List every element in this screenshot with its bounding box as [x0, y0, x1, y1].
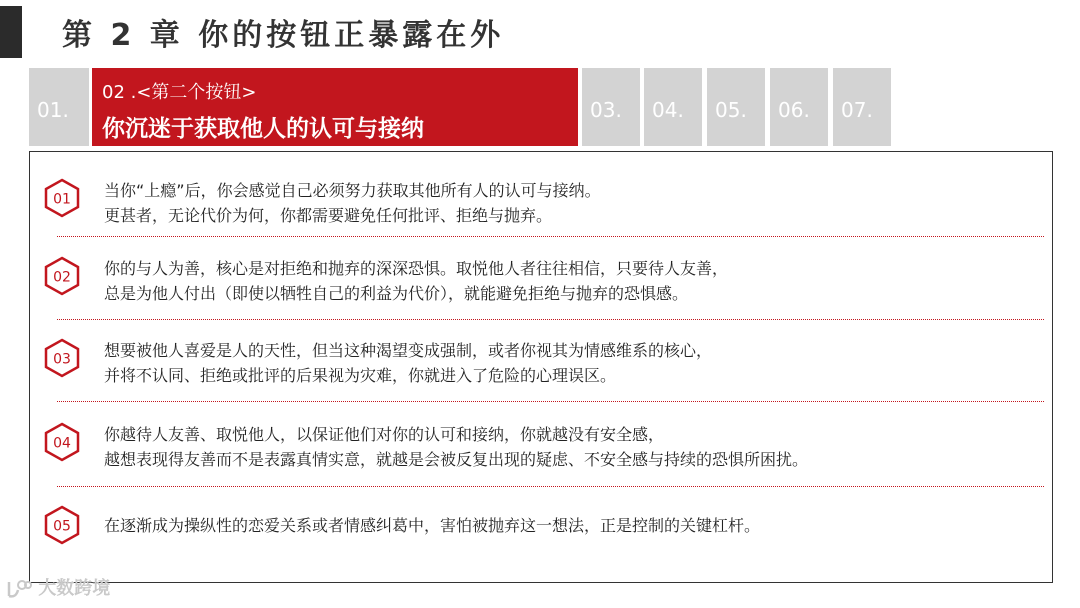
tab-label: 07.	[841, 98, 873, 122]
watermark-text: 大数跨境	[38, 578, 111, 599]
item-line: 越想表现得友善而不是表露真情实意，就越是会被反复出现的疑虑、不安全感与持续的恐惧所困扰。	[104, 450, 809, 469]
item-line: 并将不认同、拒绝或批评的后果视为灾难，你就进入了危险的心理误区。	[104, 366, 617, 385]
item-line: 你越待人友善、取悦他人，以保证他们对你的认可和接纳，你就越没有安全感，	[104, 425, 665, 444]
tab-06[interactable]	[770, 68, 828, 146]
content-panel	[29, 151, 1053, 583]
hexagon-number-icon	[42, 178, 82, 218]
tab-label: 06.	[778, 98, 810, 122]
tab-03[interactable]	[582, 68, 640, 146]
item-text	[104, 256, 728, 306]
tab-07[interactable]	[833, 68, 891, 146]
dotted-divider	[57, 401, 1044, 402]
item-line: 想要被他人喜爱是人的天性，但当这种渴望变成强制，或者你视其为情感维系的核心，	[104, 341, 713, 360]
hexagon-number-icon	[42, 256, 82, 296]
tab-01[interactable]	[29, 68, 89, 146]
tab-title: 你沉迷于获取他人的认可与接纳	[102, 116, 424, 142]
item-line: 总是为他人付出（即使以牺牲自己的利益为代价），就能避免拒绝与抛弃的恐惧感。	[104, 284, 689, 303]
tab-label: 04.	[652, 98, 684, 122]
hexagon-number-icon	[42, 422, 82, 462]
tab-05[interactable]	[707, 68, 765, 146]
tab-label: 05.	[715, 98, 747, 122]
logo-icon	[6, 578, 32, 600]
tab-04[interactable]	[644, 68, 702, 146]
item-text	[104, 513, 760, 538]
item-text	[104, 178, 601, 228]
tab-label: 03.	[590, 98, 622, 122]
tab-02-active[interactable]	[92, 68, 578, 146]
dotted-divider	[57, 486, 1044, 487]
item-line: 你的与人为善，核心是对拒绝和抛弃的深深恐惧。取悦他人者往往相信，只要待人友善，	[104, 259, 729, 278]
hexagon-number-icon	[42, 338, 82, 378]
dotted-divider	[57, 319, 1044, 320]
item-line: 更甚者，无论代价为何，你都需要避免任何批评、拒绝与抛弃。	[104, 206, 553, 225]
item-line: 在逐渐成为操纵性的恋爱关系或者情感纠葛中，害怕被抛弃这一想法，正是控制的关键杠杆。	[104, 516, 761, 535]
item-text	[104, 422, 808, 472]
item-text	[104, 338, 712, 388]
item-number: 04	[53, 435, 71, 452]
item-line: 当你“上瘾”后，你会感觉自己必须努力获取其他所有人的认可与接纳。	[104, 181, 601, 200]
item-number: 03	[53, 351, 71, 368]
item-number: 02	[53, 269, 71, 286]
item-number: 05	[53, 518, 71, 535]
dotted-divider	[57, 236, 1044, 237]
tab-label: 01.	[37, 98, 69, 122]
chapter-title: 第 2 章 你的按钮正暴露在外	[62, 18, 505, 53]
item-number: 01	[53, 191, 71, 208]
hexagon-number-icon	[42, 505, 82, 545]
watermark	[6, 574, 110, 600]
left-accent-bar	[0, 6, 22, 58]
tab-label: 02 .<第二个按钮>	[102, 82, 257, 103]
